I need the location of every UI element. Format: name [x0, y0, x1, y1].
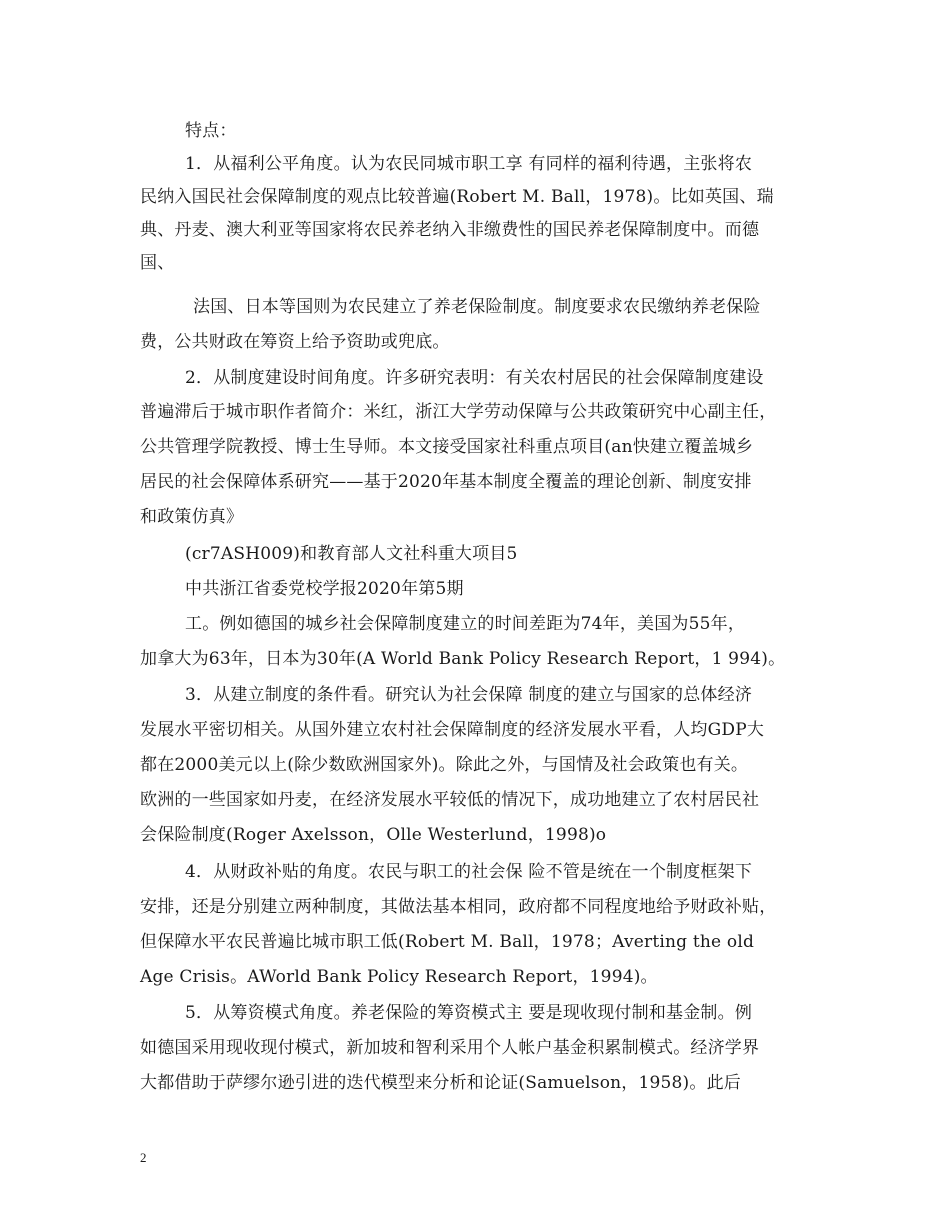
text-line: 公共管理学院教授、博士生导师。本文接受国家社科重点项目(an快建立覆盖城乡	[140, 437, 754, 457]
text-line: 大都借助于萨缪尔逊引进的迭代模型来分析和论证(Samuelson，1958)。此后	[140, 1073, 741, 1093]
text-line: 会保险制度(Roger Axelsson，Olle Westerlund，1998)o	[140, 825, 607, 845]
text-line: 中共浙江省委党校学报2020年第5期	[185, 579, 464, 599]
text-line: 和政策仿真》	[140, 507, 244, 527]
text-line: 3．从建立制度的条件看。研究认为社会保障 制度的建立与国家的总体经济	[185, 685, 753, 705]
text-line: (cr7ASH009)和教育部人文社科重大项目5	[185, 544, 518, 564]
text-line: Age Crisis。AWorld Bank Policy Research Report，1994)。	[140, 967, 658, 987]
text-line: 费，公共财政在筹资上给予资助或兜底。	[140, 332, 450, 352]
text-line: 加拿大为63年，日本为30年(A World Bank Policy Research Report，1 994)。	[140, 649, 786, 669]
page-number: 2	[140, 1150, 147, 1165]
text-line: 特点：	[185, 121, 237, 141]
text-line: 但保障水平农民普遍比城市职工低(Robert M. Ball，1978；Averting the old	[140, 932, 755, 952]
text-line: 国、	[140, 253, 175, 273]
text-line: 工。例如德国的城乡社会保障制度建立的时间差距为74年，美国为55年，	[185, 614, 746, 634]
text-line: 欧洲的一些国家如丹麦，在经济发展水平较低的情况下，成功地建立了农村居民社	[140, 790, 760, 810]
text-line: 发展水平密切相关。从国外建立农村社会保障制度的经济发展水平看，人均GDP大	[140, 720, 765, 740]
text-line: 法国、日本等国则为农民建立了养老保险制度。制度要求农民缴纳养老保险	[193, 297, 761, 317]
text-line: 居民的社会保障体系研究——基于2020年基本制度全覆盖的理论创新、制度安排	[140, 472, 752, 492]
text-line: 1．从福利公平角度。认为农民同城市职工享 有同样的福利待遇，主张将农	[185, 154, 753, 174]
text-line: 都在2000美元以上(除少数欧洲国家外)。除此之外，与国情及社会政策也有关。	[140, 755, 749, 775]
text-line: 安排，还是分别建立两种制度，其做法基本相同，政府都不同程度地给予财政补贴，	[140, 897, 777, 917]
text-line: 如德国采用现收现付模式，新加坡和智利采用个人帐户基金积累制模式。经济学界	[140, 1038, 760, 1058]
text-line: 4．从财政补贴的角度。农民与职工的社会保 险不管是统在一个制度框架下	[185, 862, 753, 882]
text-line: 普遍滞后于城市职作者简介：米红，浙江大学劳动保障与公共政策研究中心副主任，	[140, 402, 777, 422]
text-line: 典、丹麦、澳大利亚等国家将农民养老纳入非缴费性的国民养老保障制度中。而德	[140, 220, 760, 240]
text-line: 民纳入国民社会保障制度的观点比较普遍(Robert M. Ball，1978)。比如英国、瑞	[140, 187, 774, 207]
text-line: 2．从制度建设时间角度。许多研究表明：有关农村居民的社会保障制度建设	[185, 368, 764, 388]
text-line: 5．从筹资模式角度。养老保险的筹资模式主 要是现收现付制和基金制。例	[185, 1003, 753, 1023]
